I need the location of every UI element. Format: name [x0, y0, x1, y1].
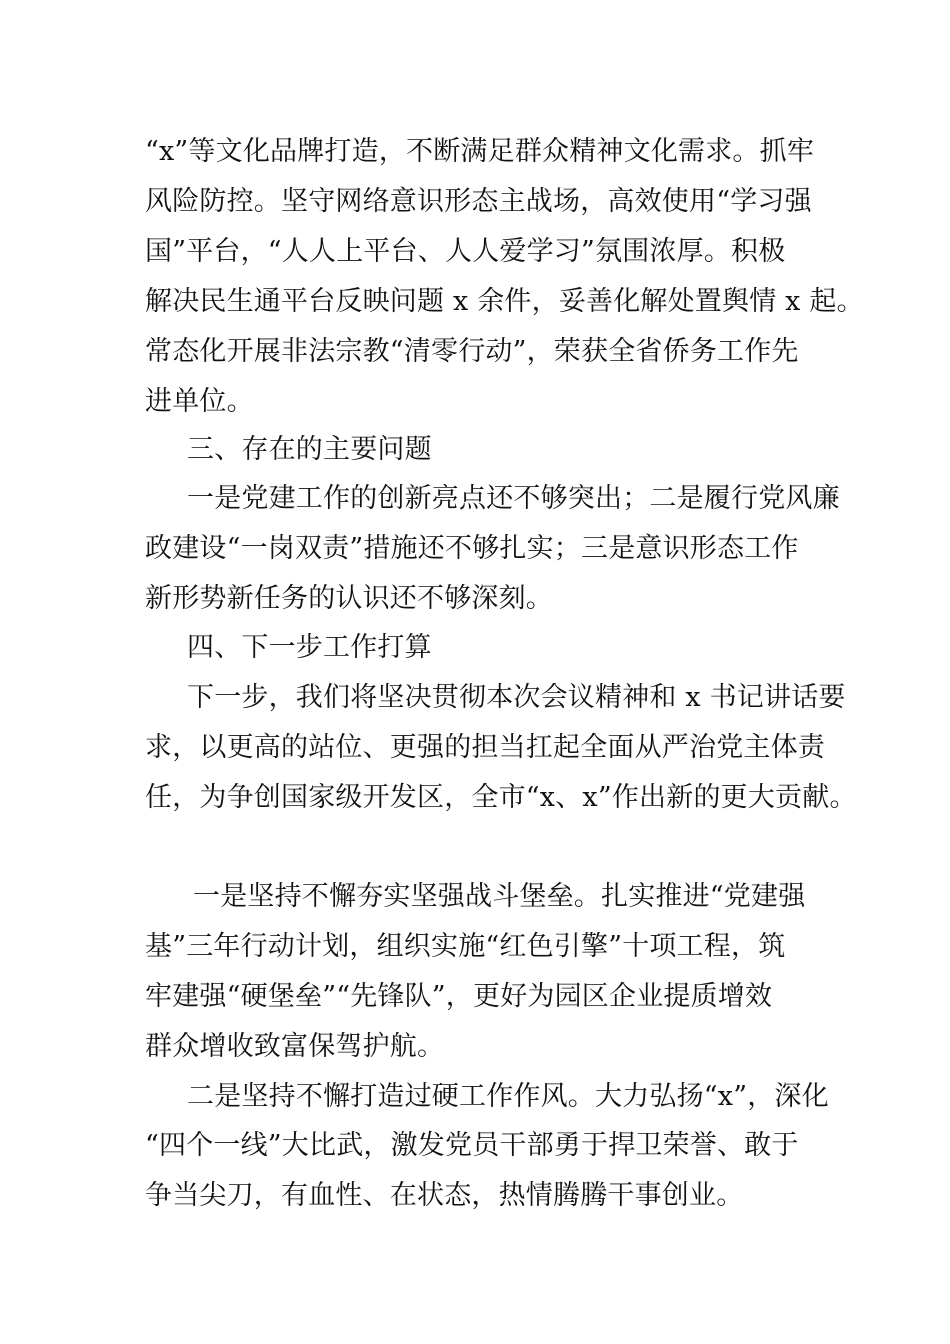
text-line: 进单位。	[145, 386, 254, 417]
text-line: 牢建强“硬堡垒”“先锋队”，更好为园区企业提质增效	[145, 981, 773, 1012]
text-line: 政建设“一岗双责”措施还不够扎实；三是意识形态工作	[145, 533, 799, 564]
section-heading: 三、存在的主要问题	[187, 434, 432, 465]
text-line: 基”三年行动计划，组织实施“红色引擎”十项工程，筑	[145, 931, 786, 962]
text-line: 下一步，我们将坚决贯彻本次会议精神和 x 书记讲话要	[187, 682, 846, 713]
text-line: 争当尖刀，有血性、在状态，热情腾腾干事创业。	[145, 1180, 744, 1211]
section-heading: 四、下一步工作打算	[187, 632, 432, 663]
text-line: 解决民生通平台反映问题 x 余件，妥善化解处置舆情 x 起。	[145, 286, 864, 317]
text-line: 求，以更高的站位、更强的担当扛起全面从严治党主体责	[145, 732, 825, 763]
text-line: 任，为争创国家级开发区，全市“x、x”作出新的更大贡献。	[145, 782, 857, 813]
text-line: 二是坚持不懈打造过硬工作作风。大力弘扬“x”，深化	[187, 1081, 829, 1112]
text-line: 一是坚持不懈夯实坚强战斗堡垒。扎实推进“党建强	[193, 881, 806, 912]
text-line: 群众增收致富保驾护航。	[145, 1031, 445, 1062]
text-line: 国”平台，“人人上平台、人人爱学习”氛围浓厚。积极	[145, 236, 786, 267]
text-line: “x”等文化品牌打造，不断满足群众精神文化需求。抓牢	[145, 136, 815, 167]
text-line: 常态化开展非法宗教“清零行动”，荣获全省侨务工作先	[145, 336, 799, 367]
text-line: 新形势新任务的认识还不够深刻。	[145, 583, 553, 614]
text-line: 一是党建工作的创新亮点还不够突出；二是履行党风廉	[187, 483, 840, 514]
text-line: “四个一线”大比武，激发党员干部勇于捍卫荣誉、敢于	[145, 1130, 799, 1161]
text-line: 风险防控。坚守网络意识形态主战场，高效使用“学习强	[145, 186, 812, 217]
